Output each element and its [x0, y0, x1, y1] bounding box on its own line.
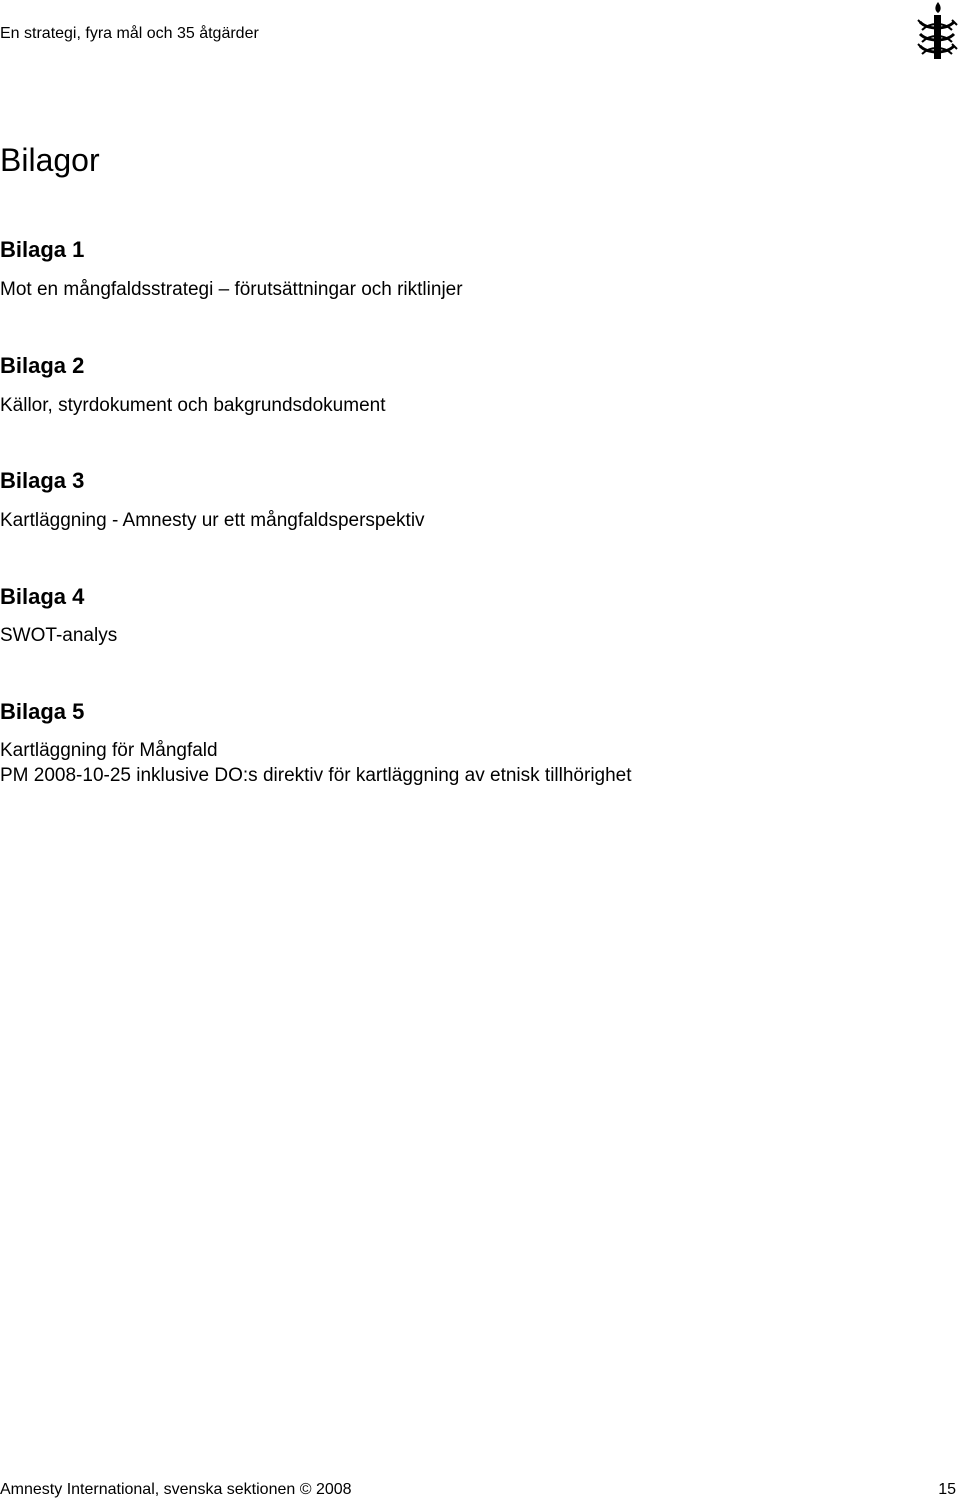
document-title: En strategi, fyra mål och 35 åtgärder — [0, 25, 259, 42]
appendix-heading: Bilaga 5 — [0, 699, 85, 724]
footer-organization: Amnesty International, svenska sektionen © 2008 — [0, 1481, 352, 1498]
appendix-description: Källor, styrdokument och bakgrundsdokument — [0, 395, 386, 416]
page-title: Bilagor — [0, 142, 100, 178]
amnesty-candle-logo-icon — [914, 0, 960, 64]
appendix-heading: Bilaga 2 — [0, 353, 85, 378]
appendix-description: PM 2008-10-25 inklusive DO:s direktiv för kartläggning av etnisk tillhörighet — [0, 765, 632, 786]
appendix-description: SWOT-analys — [0, 625, 118, 646]
appendix-heading: Bilaga 4 — [0, 584, 85, 609]
appendix-description: Kartläggning för Mångfald — [0, 740, 218, 761]
appendix-description: Kartläggning - Amnesty ur ett mångfaldsperspektiv — [0, 510, 425, 531]
appendix-heading: Bilaga 3 — [0, 468, 85, 493]
page-number: 15 — [938, 1481, 956, 1498]
appendix-heading: Bilaga 1 — [0, 237, 85, 262]
appendix-description: Mot en mångfaldsstrategi – förutsättningar och riktlinjer — [0, 279, 463, 300]
